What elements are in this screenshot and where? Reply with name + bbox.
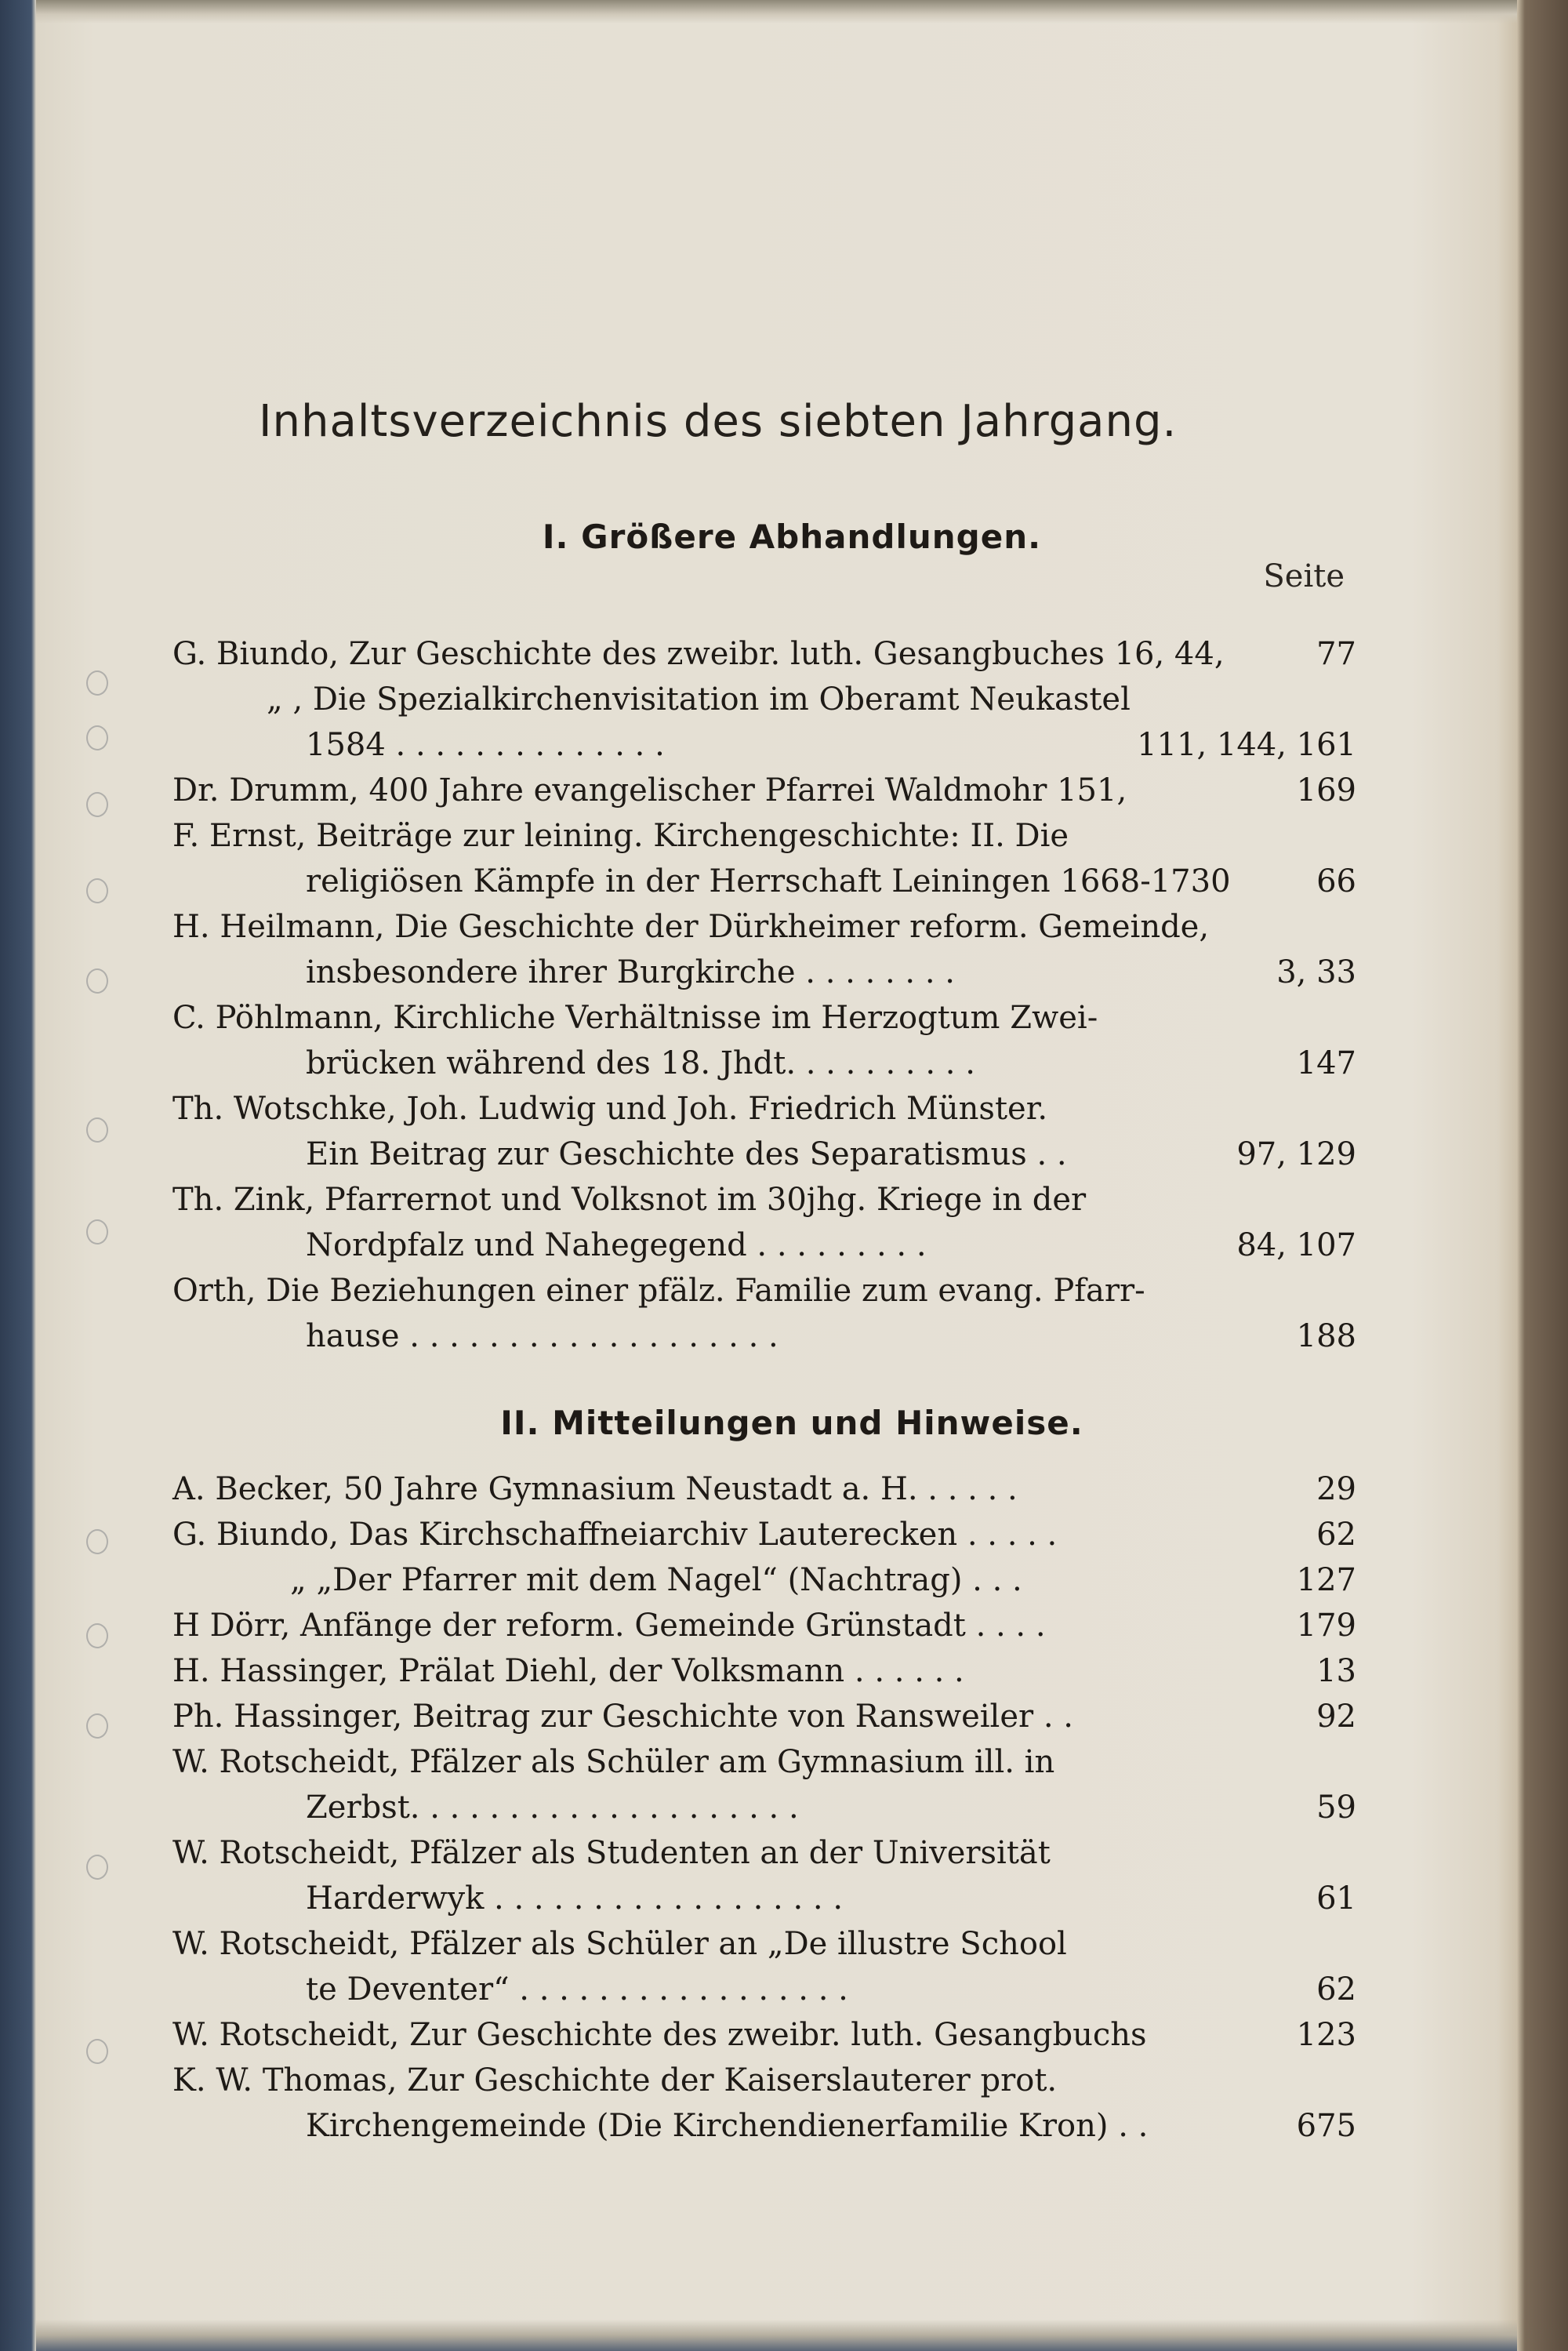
toc-entry [172, 2058, 1356, 2149]
entry-pages: 188 [1296, 1318, 1356, 1354]
entry-line: Dr. Drumm, 400 Jahre evangelischer Pfarrei Waldmohr 151, 169 [172, 768, 1356, 813]
entry-line: G. Biundo, Das Kirchschaffneiarchiv Lauterecken . . . . . 62 [172, 1512, 1356, 1557]
margin-mark [86, 2039, 108, 2064]
toc-entry [172, 1648, 1356, 1694]
entry-pages: 3, 33 [1276, 954, 1356, 990]
entry-line: W. Rotscheidt, Zur Geschichte des zweibr. luth. Gesangbuchs 123 [172, 2012, 1356, 2058]
margin-mark [86, 792, 108, 817]
page-column-label: Seite [1263, 558, 1345, 594]
entry-line: Orth, Die Beziehungen einer pfälz. Familie zum evang. Pfarr- [172, 1273, 1145, 1309]
entry-line: 1584 . . . . . . . . . . . . . . 111, 144, 161 [172, 722, 1356, 768]
toc-entry [172, 1603, 1356, 1648]
section-heading-2: II. Mitteilungen und Hinweise. [500, 1404, 1083, 1442]
margin-mark [86, 1623, 108, 1648]
toc-entry [172, 1694, 1356, 1739]
entry-line: religiösen Kämpfe in der Herrschaft Leiningen 1668-1730 66 [172, 859, 1356, 904]
entry-pages: 123 [1296, 2017, 1356, 2053]
entry-line: Ein Beitrag zur Geschichte des Separatismus . . 97, 129 [172, 1132, 1356, 1177]
toc-entry [172, 1177, 1356, 1268]
entry-line: Zerbst. . . . . . . . . . . . . . . . . . . . 59 [172, 1785, 1356, 1830]
entry-pages: 97, 129 [1236, 1136, 1356, 1172]
entry-line: „ „Der Pfarrer mit dem Nagel“ (Nachtrag) . . . 127 [172, 1557, 1356, 1603]
entry-pages: 62 [1316, 1517, 1356, 1553]
entry-line: Th. Zink, Pfarrernot und Volksnot im 30jhg. Kriege in der [172, 1182, 1087, 1218]
entry-pages: 62 [1316, 1971, 1356, 2008]
entry-pages: 61 [1316, 1880, 1356, 1917]
toc-entry [172, 768, 1356, 813]
entry-pages: 84, 107 [1236, 1227, 1356, 1263]
toc-entry [172, 995, 1356, 1086]
entry-pages: 147 [1296, 1045, 1356, 1081]
entry-line: G. Biundo, Zur Geschichte des zweibr. luth. Gesangbuches 16, 44, 77 [172, 631, 1356, 677]
toc-entry [172, 1268, 1356, 1359]
page-top-edge [36, 0, 1517, 24]
toc-entry [172, 2012, 1356, 2058]
margin-mark [86, 1219, 108, 1245]
entry-line: W. Rotscheidt, Pfälzer als Schüler an „De illustre School [172, 1926, 1067, 1962]
entry-line: K. W. Thomas, Zur Geschichte der Kaiserslauterer prot. [172, 2062, 1058, 2098]
toc-entry [172, 1086, 1356, 1177]
toc-entry [172, 813, 1356, 904]
toc-entry [172, 1739, 1356, 1830]
toc-entry [172, 1512, 1356, 1557]
entry-pages: 13 [1316, 1653, 1356, 1689]
entry-line: Th. Wotschke, Joh. Ludwig und Joh. Friedrich Münster. [172, 1091, 1048, 1127]
page-title: Inhaltsverzeichnis des siebten Jahrgang. [259, 396, 1178, 447]
margin-mark [86, 1855, 108, 1880]
entry-line: Ph. Hassinger, Beitrag zur Geschichte von Ransweiler . . 92 [172, 1694, 1356, 1739]
entry-line: Harderwyk . . . . . . . . . . . . . . . . . . 61 [172, 1876, 1356, 1921]
entry-line: C. Pöhlmann, Kirchliche Verhältnisse im Herzogtum Zwei- [172, 1000, 1098, 1036]
entry-line: A. Becker, 50 Jahre Gymnasium Neustadt a. H. . . . . . 29 [172, 1466, 1356, 1512]
margin-mark [86, 670, 108, 696]
entry-line: insbesondere ihrer Burgkirche . . . . . . . . 3, 33 [172, 950, 1356, 995]
margin-mark [86, 968, 108, 994]
margin-mark [86, 1529, 108, 1554]
toc-entry [172, 904, 1356, 995]
entry-pages: 179 [1296, 1608, 1356, 1644]
toc-entry [172, 631, 1356, 677]
page-bottom-edge [36, 2320, 1517, 2351]
entry-line: hause . . . . . . . . . . . . . . . . . . . 188 [172, 1314, 1356, 1359]
entry-line: brücken während des 18. Jhdt. . . . . . . . . . 147 [172, 1041, 1356, 1086]
toc-entry [172, 1921, 1356, 2012]
entry-pages: 169 [1296, 772, 1356, 808]
margin-mark [86, 878, 108, 903]
toc-entry [172, 677, 1356, 768]
entry-pages: 29 [1316, 1471, 1356, 1507]
toc-entry [172, 1466, 1356, 1512]
entry-pages: 127 [1296, 1562, 1356, 1598]
toc-entry [172, 1557, 1356, 1603]
entry-line: H Dörr, Anfänge der reform. Gemeinde Grünstadt . . . . 179 [172, 1603, 1356, 1648]
entry-line: Kirchengemeinde (Die Kirchendienerfamilie Kron) . . 675 [172, 2103, 1356, 2149]
entry-line: H. Heilmann, Die Geschichte der Dürkheimer reform. Gemeinde, [172, 909, 1210, 945]
entry-line: W. Rotscheidt, Pfälzer als Schüler am Gymnasium ill. in [172, 1744, 1055, 1780]
section-heading-1: I. Größere Abhandlungen. [542, 518, 1042, 556]
entry-pages: 675 [1296, 2108, 1356, 2144]
margin-mark [86, 1713, 108, 1739]
entry-line: F. Ernst, Beiträge zur leining. Kirchengeschichte: II. Die [172, 818, 1069, 854]
entry-pages: 77 [1316, 636, 1356, 672]
entry-line: „ , Die Spezialkirchenvisitation im Oberamt Neukastel [267, 681, 1131, 718]
entry-pages: 92 [1316, 1699, 1356, 1735]
entry-pages: 111, 144, 161 [1137, 727, 1356, 763]
toc-entry [172, 1830, 1356, 1921]
margin-mark [86, 1117, 108, 1143]
entry-pages: 59 [1316, 1790, 1356, 1826]
entry-line: W. Rotscheidt, Pfälzer als Studenten an der Universität [172, 1835, 1051, 1871]
entry-line: te Deventer“ . . . . . . . . . . . . . . . . . 62 [172, 1967, 1356, 2012]
entry-line: H. Hassinger, Prälat Diehl, der Volksmann . . . . . . 13 [172, 1648, 1356, 1694]
margin-mark [86, 725, 108, 750]
entry-pages: 66 [1316, 863, 1356, 899]
entry-line: Nordpfalz und Nahegegend . . . . . . . . . 84, 107 [172, 1223, 1356, 1268]
